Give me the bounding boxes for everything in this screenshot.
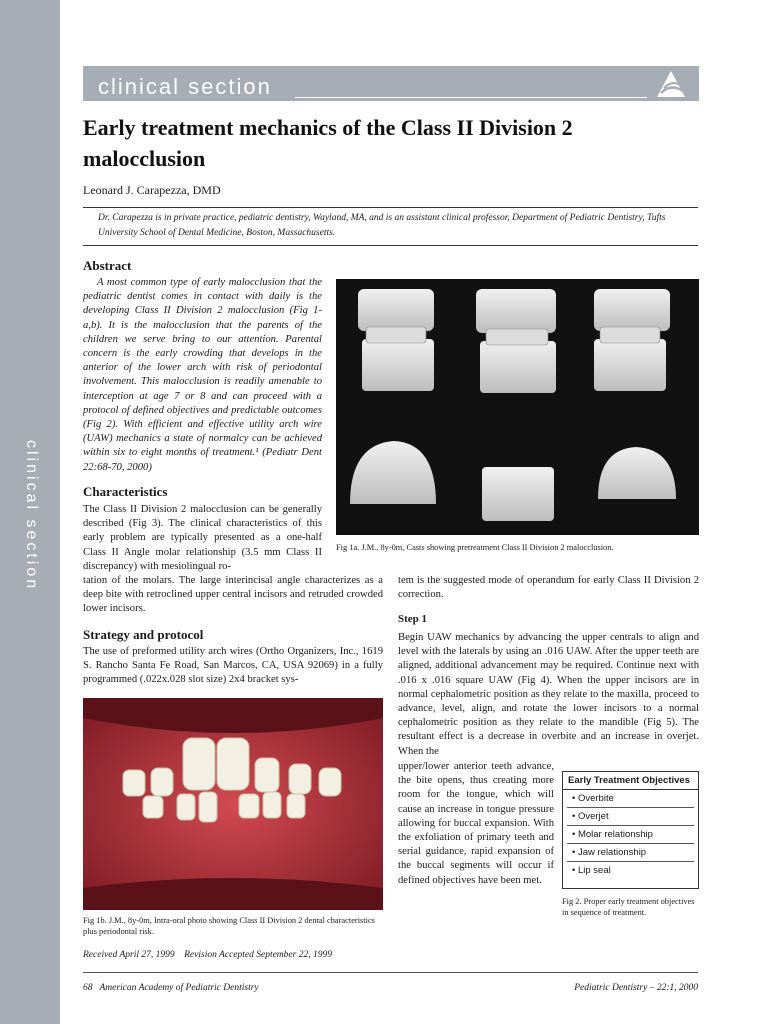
figure-1b-caption: Fig 1b. J.M., 8y-0m, Intra-oral photo showing Class II Division 2 dental characteristics plus periodontal risk. [83, 916, 375, 936]
step-1-text: Begin UAW mechanics by advancing the upper centrals to align and level with the laterals by using an .016 UAW. After the upper teeth are aligned, additional advancement may be required. Continue next with .016 x .016 square UAW (Fig 4). When the upper incisors are in normal cephalometric position as they relate to the maxilla, proceed to advance, level, align, and rotate the lower incisors to a normal cephalometric position as they relate to the mandible (Fig 5). The resultant effect is a decrease in overbite and an increase in overjet. When the [398, 632, 699, 757]
objective-item: • Molar relationship [567, 826, 694, 844]
divider [83, 207, 698, 208]
objective-item: • Jaw relationship [567, 844, 694, 862]
affiliation: Dr. Carapezza is in private practice, pediatric dentistry, Wayland, MA, and is an assistant clinical professor, Department of Pediatric Dentistry, Tufts University School of Dental Medicine, Boston, Massachusetts. [98, 213, 666, 238]
received-dates: Received April 27, 1999 Revision Accepted September 22, 1999 [83, 950, 332, 960]
right-column-intro: tem is the suggested mode of operandum for early Class II Division 2 correction. [398, 575, 699, 601]
objective-item: • Overbite [567, 790, 694, 808]
intraoral-photo-image [83, 698, 383, 910]
characteristics-text-2: tation of the molars. The large interincisal angle characterizes as a deep bite with retroclined upper central incisors and retruded crowded lower incisors. [83, 575, 383, 615]
strategy-heading: Strategy and protocol [83, 627, 204, 642]
journal-logo-icon [655, 69, 687, 99]
objectives-box-title: Early Treatment Objectives [563, 772, 698, 790]
figure-1a-casts [336, 279, 699, 535]
figure-1a-caption: Fig 1a. J.M., 8y-0m, Casts showing pretreatment Class II Division 2 malocclusion. [336, 543, 614, 552]
objective-item: • Lip seal [572, 865, 611, 876]
footer-journal: 68 American Academy of Pediatric Dentistry [83, 983, 259, 993]
step-1-heading: Step 1 [398, 613, 428, 625]
section-header [83, 66, 699, 101]
section-header-label: clinical section [98, 74, 272, 99]
footer-issue: Pediatric Dentistry – 22:1, 2000 [574, 983, 698, 993]
article-title: Early treatment mechanics of the Class II Division 2 malocclusion [83, 115, 573, 171]
author: Leonard J. Carapezza, DMD [83, 183, 221, 197]
objective-item: • Overjet [567, 808, 694, 826]
characteristics-text-1: The Class II Division 2 malocclusion can be generally described (Fig 3). The clinical characteristics of this early problem are typically presented as a one-half Class II Angle molar relationship (3.5 mm Class II discrepancy) with mesiolingual ro- [83, 504, 322, 572]
side-section-label: clinical section [23, 440, 40, 592]
early-treatment-objectives-box [562, 771, 699, 889]
strategy-text: The use of preformed utility arch wires (Ortho Organizers, Inc., 1619 S. Rancho Santa Fe Road, San Marcos, CA, USA 92069) in a fully programmed (.022x.028 slot size) 2x4 bracket sys- [83, 646, 383, 686]
figure-1b-intraoral-photo [83, 698, 383, 910]
footer-rule [83, 972, 698, 973]
header-rule [295, 97, 647, 98]
abstract-heading: Abstract [83, 258, 132, 273]
abstract-text: A most common type of early malocclusion that the pediatric dentist comes in contact with daily is the developing Class II Division 2 malocclusion (Fig 1-a,b). It is the malocclusion that the parents of the children we serve bring to our attention. Parental concern is the early crowding that develops in the anterior of the lower arch with risk of periodontal involvement. This malocclusion is readily amenable to interception at age 7 or 8 and can proceed with a protocol of defined objectives and predictable outcomes (Fig 2). With efficient and effective utility arch wire (UAW) mechanics a state of normalcy can be achieved within six to eight months of treatment.¹ (Pediatr Dent 22:68-70, 2000) [83, 277, 322, 473]
divider [83, 245, 698, 246]
figure-2-caption: Fig 2. Proper early treatment objectives in sequence of treatment. [562, 897, 695, 917]
characteristics-heading: Characteristics [83, 484, 168, 499]
dental-casts-image [336, 279, 699, 535]
step-1-text-continued: upper/lower anterior teeth advance, the bite opens, thus creating more room for the tongue, which will cause an increase in tongue pressure allowing for buccal expansion. With the exfoliation of primary teeth and serial guidance, rapid expansion of the buccal segments will occur if defined objectives have been met. [398, 761, 554, 886]
